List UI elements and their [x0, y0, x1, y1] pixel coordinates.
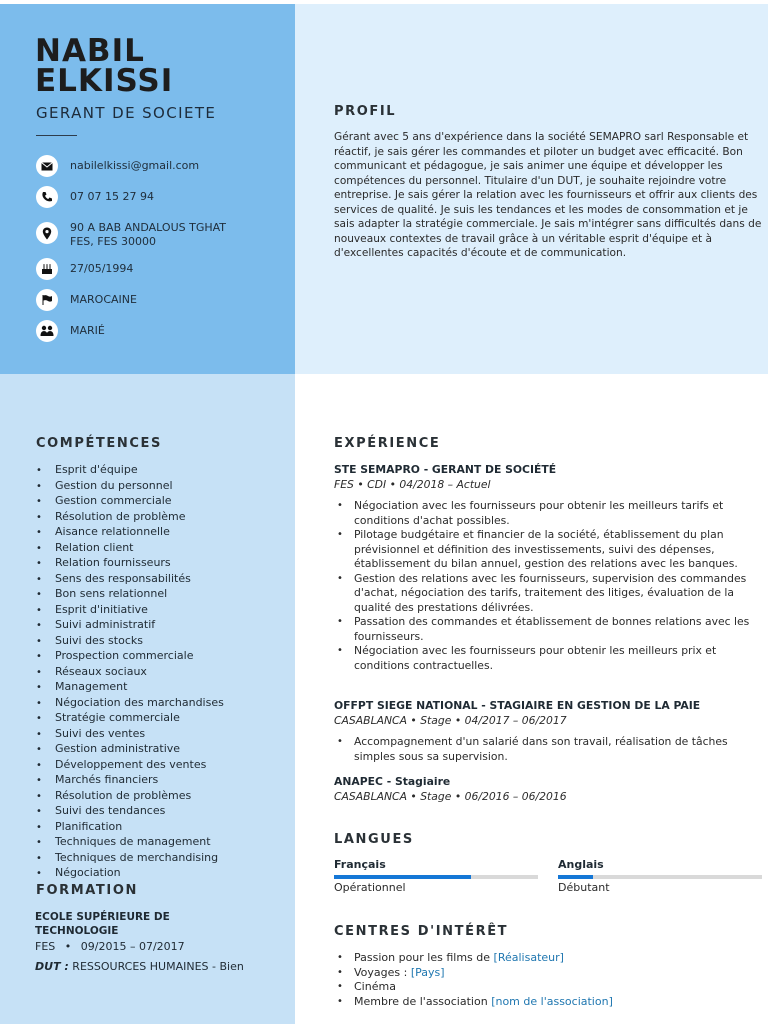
job-2-title: OFFPT SIEGE NATIONAL - STAGIAIRE EN GESTION DE LA PAIE: [334, 699, 701, 712]
job-1-bullet: • Passation des commandes et établissement de bonnes relations avec les fournisseurs.: [334, 615, 764, 644]
education-degree-type: DUT :: [35, 960, 69, 973]
name-last: ELKISSI: [35, 63, 174, 99]
interest-placeholder: [nom de l'association]: [491, 994, 613, 1008]
skill-item: • Techniques de management: [36, 835, 224, 851]
birthday-cake-icon: [36, 258, 58, 280]
language-level-fill: [334, 875, 471, 879]
skill-item: • Stratégie commerciale: [36, 711, 224, 727]
interest-item: [334, 980, 613, 995]
contact-marital-status: [36, 320, 105, 342]
location-icon: [36, 222, 58, 244]
interests-list: [334, 951, 613, 1009]
language-name: Anglais: [558, 858, 604, 871]
job-2-bullets: [334, 735, 764, 764]
language-level: Opérationnel: [334, 881, 406, 894]
skill-item: • Gestion administrative: [36, 742, 224, 758]
contact-nationality-text: MAROCAINE: [70, 293, 137, 306]
contact-birthdate: [36, 258, 133, 280]
email-icon: [36, 155, 58, 177]
contact-phone[interactable]: [36, 186, 154, 208]
interest-item: [334, 995, 613, 1010]
job-1-meta: FES • CDI • 04/2018 – Actuel: [334, 478, 491, 491]
contact-nationality: [36, 289, 137, 311]
skill-item: • Gestion du personnel: [36, 479, 224, 495]
skill-item: • Esprit d'équipe: [36, 463, 224, 479]
interest-text: Cinéma: [354, 980, 396, 993]
language-english: [558, 858, 762, 894]
skill-item: • Relation client: [36, 541, 224, 557]
skill-item: • Sens des responsabilités: [36, 572, 224, 588]
contact-address-text: [70, 221, 226, 249]
skill-item: • Marchés financiers: [36, 773, 224, 789]
contact-email-text: nabilelkissi@gmail.com: [70, 159, 200, 172]
job-3-title: ANAPEC - Stagiaire: [334, 775, 451, 788]
language-level-bar: [334, 875, 538, 879]
job-1-bullet: • Gestion des relations avec les fournisseurs, supervision des commandes d'achat, négociation des tarifs, traitement des litiges, évaluation de la qualité des prestations délivrées.: [334, 572, 764, 616]
education-degree: RESSOURCES HUMAINES - Bien: [72, 960, 244, 973]
education-degree-line: [35, 960, 244, 973]
skill-item: • Bon sens relationnel: [36, 587, 224, 603]
education-city: FES: [35, 940, 56, 953]
job-1-bullet: • Négociation avec les fournisseurs pour obtenir les meilleurs tarifs et conditions d'achat possibles.: [334, 499, 764, 528]
name-first: NABIL: [35, 33, 145, 69]
job-1-bullet: • Pilotage budgétaire et financier de la société, établissement du plan prévisionnel et définition des investissements, suivi des dépenses, établissement du bilan annuel, gestion des relations avec les banques.: [334, 528, 764, 572]
experience-heading: EXPÉRIENCE: [334, 436, 441, 451]
education-dates-line: [35, 940, 185, 953]
language-name: Français: [334, 858, 386, 871]
skills-list: [36, 463, 224, 882]
contact-address: [36, 221, 226, 249]
skill-item: • Négociation: [36, 866, 224, 882]
profil-text: Gérant avec 5 ans d'expérience dans la société SEMAPRO sarl Responsable et réactif, je sais gérer les commandes et piloter un budget avec efficacité. Bon communicant et pédagogue, je sais animer une équipe et développer les compétences du personnel. Titulaire d'un DUT, je souhaite rejoindre votre entreprise. Je sais gérer la relation avec les fournisseurs et offrir aux clients des services de qualité. Je suis les tendances et les modes de consommation et je sais adapter la stratégie commerciale. Je sais m'intégrer sans difficultés dans de nouveaux contextes de travail grâce à un véritable esprit d'équipe et à d'excellentes capacités d'écoute et de communication.: [334, 131, 762, 259]
candidate-name: [35, 33, 174, 99]
flag-icon: [36, 289, 58, 311]
job-1-title: STE SEMAPRO - GERANT DE SOCIÉTÉ: [334, 463, 557, 476]
interest-item: [334, 951, 613, 966]
contact-marital-status-text: MARIÉ: [70, 324, 105, 337]
education-dates: 09/2015 – 07/2017: [80, 940, 185, 953]
skill-item: • Résolution de problème: [36, 510, 224, 526]
skill-item: • Suivi des ventes: [36, 727, 224, 743]
interest-placeholder: [Réalisateur]: [493, 951, 564, 964]
skill-item: • Réseaux sociaux: [36, 665, 224, 681]
skill-item: • Aisance relationnelle: [36, 525, 224, 541]
skill-item: • Planification: [36, 820, 224, 836]
contact-email[interactable]: [36, 155, 199, 177]
interest-placeholder: [Pays]: [410, 965, 445, 979]
job-3-meta: CASABLANCA • Stage • 06/2016 – 06/2016: [334, 790, 567, 803]
skill-item: • Techniques de merchandising: [36, 851, 224, 867]
job-2-bullet: • Accompagnement d'un salarié dans son travail, réalisation de tâches simples sous sa supervision.: [334, 735, 764, 764]
language-level: Débutant: [558, 881, 610, 894]
formation-heading: FORMATION: [36, 883, 138, 898]
skill-item: • Esprit d'initiative: [36, 603, 224, 619]
interets-heading: CENTRES D'INTÉRÊT: [334, 924, 509, 939]
skill-item: • Suivi administratif: [36, 618, 224, 634]
address-line-2: FES, FES 30000: [70, 235, 157, 248]
interest-text: Passion pour les films de: [354, 951, 494, 964]
skill-item: • Développement des ventes: [36, 758, 224, 774]
interest-text: Voyages :: [354, 965, 411, 979]
job-title: GERANT DE SOCIETE: [36, 104, 217, 122]
contact-phone-text: 07 07 15 27 94: [70, 190, 154, 203]
skill-item: • Suivi des stocks: [36, 634, 224, 650]
competences-heading: COMPÉTENCES: [36, 436, 162, 451]
skill-item: • Suivi des tendances: [36, 804, 224, 820]
language-french: [334, 858, 538, 894]
skill-item: • Prospection commerciale: [36, 649, 224, 665]
skill-item: • Résolution de problèmes: [36, 789, 224, 805]
education-separator: •: [64, 940, 72, 953]
langues-heading: LANGUES: [334, 832, 414, 847]
interest-text: Membre de l'association: [354, 994, 492, 1008]
interest-item: [334, 966, 613, 981]
contact-birthdate-text: 27/05/1994: [70, 262, 134, 275]
language-level-bar: [558, 875, 762, 879]
skill-item: • Gestion commerciale: [36, 494, 224, 510]
skill-item: • Management: [36, 680, 224, 696]
education-school: ECOLE SUPÉRIEURE DE TECHNOLOGIE: [35, 911, 170, 937]
address-line-1: 90 A BAB ANDALOUS TGHAT: [70, 221, 227, 234]
job-2-meta: CASABLANCA • Stage • 04/2017 – 06/2017: [334, 714, 567, 727]
phone-icon: [36, 186, 58, 208]
profil-heading: PROFIL: [334, 104, 397, 119]
skill-item: • Relation fournisseurs: [36, 556, 224, 572]
job-1-bullet: • Négociation avec les fournisseurs pour obtenir les meilleurs prix et conditions contractuelles.: [334, 644, 764, 673]
couple-icon: [36, 320, 58, 342]
skill-item: • Négociation des marchandises: [36, 696, 224, 712]
job-1-bullets: [334, 499, 764, 673]
language-level-fill: [558, 875, 593, 879]
header-divider: [36, 135, 77, 136]
